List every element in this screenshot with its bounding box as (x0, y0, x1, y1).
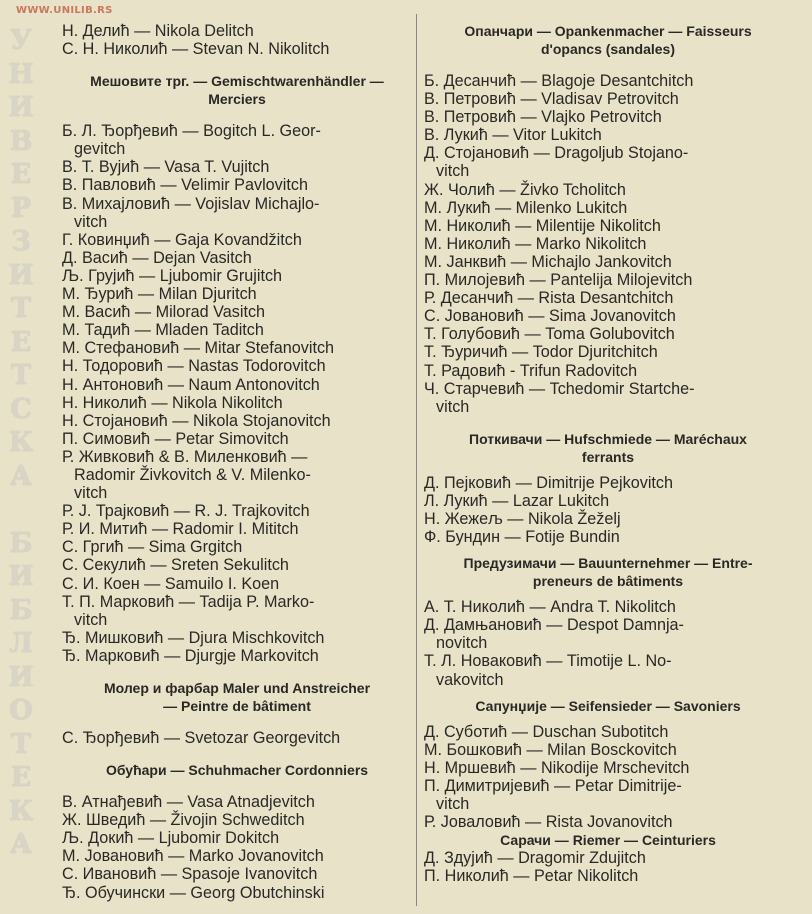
directory-entry: Л. Лукић — Lazar Lukitch (424, 491, 610, 510)
directory-entry: В. Михајловић — Vojislav Michajlo- (62, 194, 320, 213)
directory-entry: П. Милојевић — Pantelija Milojevitch (424, 271, 693, 290)
directory-entry: Р. Јоваловић — Rista Jovanovitch (424, 813, 673, 832)
directory-entry: М. Јовановић — Marko Jovanovitch (62, 847, 324, 866)
directory-entry: М. Тадић — Mladen Taditch (62, 321, 264, 340)
directory-entry: Н. Николић — Nikola Nikolitch (62, 393, 283, 412)
watermark-letter: В (9, 125, 33, 157)
directory-entry: Н. Антоновић — Naum Antonovitch (62, 375, 320, 394)
directory-entry: Р. Живковић & В. Миленковић — (62, 447, 308, 466)
spacer (62, 747, 412, 761)
library-watermark-url: WWW.UNILIB.RS (16, 5, 113, 16)
spacer (424, 715, 792, 723)
directory-entry: Ж. Чолић — Živko Tcholitch (424, 180, 626, 199)
watermark-letter: К (8, 795, 34, 827)
watermark-letter: О (9, 695, 33, 726)
directory-entry: Ф. Бундин — Fotije Bundin (424, 528, 620, 547)
directory-entry: В. Павловић — Velimir Pavlovitch (62, 176, 308, 195)
section-header: Merciers (208, 91, 266, 108)
entry-continuation: vakovitch (436, 670, 504, 689)
directory-entry: А. Т. Николић — Andra T. Nikolitch (424, 598, 676, 617)
directory-entry: М. Васић — Milorad Vasitch (62, 303, 266, 322)
section-header: Опанчари — Opankenmacher — Faisseurs (464, 23, 752, 39)
spacer (62, 58, 412, 72)
directory-entry: Ђ. Обучински — Georg Obutchinski (62, 883, 325, 902)
directory-entry: С. И. Коен — Samuilo I. Koen (62, 574, 280, 593)
spacer (424, 590, 792, 598)
entry-continuation: novitch (436, 634, 488, 653)
directory-entry: Т. Радовић - Trifun Radovitch (424, 361, 638, 380)
section-header: Сапунџије — Seifensieder — Savoniers (475, 697, 741, 714)
directory-entry: Т. П. Марковић — Tadija P. Marko- (62, 592, 315, 611)
directory-entry: М. Бошковић — Milan Bosckovitch (424, 740, 677, 759)
watermark-letter: И (8, 661, 34, 693)
entry-continuation: vitch (436, 397, 470, 416)
entry-continuation: gevitch (74, 140, 126, 159)
directory-entry: Н. Делић — Nikola Delitch (62, 22, 254, 40)
directory-entry: В. Лукић — Vitor Lukitch (424, 126, 602, 145)
watermark-letter: Т (10, 293, 32, 324)
section-header: ferrants (581, 448, 635, 465)
watermark-letter: Е (10, 326, 32, 358)
directory-entry: Н. Мршевић — Nikodije Mrschevitch (424, 758, 690, 777)
section-header: preneurs de bâtiments (532, 573, 684, 590)
directory-entry: В. Петровић — Vlajko Petrovitch (424, 108, 662, 127)
directory-entry: С. Ђорђевић — Svetozar Georgevitch (62, 729, 341, 747)
watermark-letter: Е (10, 159, 32, 190)
directory-entry: М. Ђурић — Milan Djuritch (62, 285, 257, 304)
entry-continuation: vitch (436, 162, 470, 181)
watermark-letter: Н (8, 58, 34, 90)
entry-continuation: vitch (436, 795, 470, 813)
spacer (62, 665, 412, 679)
left-column (62, 22, 412, 902)
spacer (62, 779, 412, 793)
spacer (424, 689, 792, 697)
directory-entry: М. Николић — Milentije Nikolitch (424, 216, 661, 235)
spacer (424, 466, 792, 474)
directory-entry: Ч. Старчевић — Tchedomir Startche- (424, 379, 695, 398)
directory-entry: Б. Л. Ђорђевић — Bogitch L. Geor- (62, 122, 321, 141)
directory-entry: Р. Ј. Трајковић — R. J. Trajkovitch (62, 502, 310, 521)
directory-entry: М. Лукић — Milenko Lukitch (424, 198, 628, 217)
directory-entry: С. Гргић — Sima Grgitch (62, 538, 243, 557)
directory-entry: П. Димитријевић — Petar Dimitrije- (424, 776, 682, 795)
directory-entry: Д. Пејковић — Dimitrije Pejkovitch (424, 473, 674, 492)
section-header: Сарачи — Riemer — Ceinturiers (500, 832, 716, 849)
directory-entry: Т. Голубовић — Toma Golubovitch (424, 325, 675, 344)
spacer (62, 108, 412, 122)
watermark-letter: У (10, 25, 32, 56)
spacer (62, 715, 412, 729)
watermark-letter: К (8, 427, 34, 458)
entry-continuation: Radomir Živkovitch & V. Milenko- (74, 465, 311, 484)
directory-entry: Ђ. Марковић — Djurgje Markovitch (62, 646, 319, 665)
section-header: Поткивачи — Hufschmiede — Maréchaux (469, 430, 747, 447)
section-header: d'opancs (sandales) (540, 41, 676, 57)
directory-entry: С. Н. Николић — Stevan N. Nikolitch (62, 40, 330, 59)
section-header: Мешовите трг. — Gemischtwarenhändler — (90, 73, 384, 90)
watermark-letter: Т (10, 728, 32, 760)
directory-entry: Д. Дамњановић — Despot Damnja- (424, 616, 684, 635)
directory-entry: В. Петровић — Vladisav Petrovitch (424, 90, 679, 109)
right-column (424, 22, 792, 885)
directory-entry: Т. Ђуричић — Todor Djuritchitch (424, 343, 658, 362)
directory-entry: Б. Десанчић — Blagoje Desantchitch (424, 72, 694, 90)
entry-continuation: vitch (74, 484, 108, 503)
directory-entry: Н. Жежељ — Nikola Žeželj (424, 509, 621, 528)
spacer (424, 546, 792, 554)
directory-entry: П. Николић — Petar Nikolitch (424, 867, 639, 886)
directory-entry: С. Јовановић — Sima Jovanovitch (424, 307, 676, 326)
section-header: Обућари — Schuhmacher Cordonniers (105, 762, 369, 779)
section-header: Молер и фарбар Maler und Anstreicher (103, 680, 371, 696)
watermark-letter: С (10, 393, 32, 425)
directory-entry: П. Симовић — Petar Simovitch (62, 429, 289, 448)
watermark-letter: И (8, 561, 34, 592)
directory-entry: Љ. Докић — Ljubomir Dokitch (62, 829, 280, 848)
directory-entry: Н. Стојановић — Nikola Stojanovitch (62, 411, 331, 430)
directory-entry: Д. Стојановић — Dragoljub Stojano- (424, 144, 689, 163)
directory-entry: Г. Ковинџић — Gaja Kovandžitch (62, 230, 302, 249)
directory-entry: Д. Здујић — Dragomir Zdujitch (424, 849, 646, 868)
directory-entry: Ж. Шведић — Živojin Schweditch (62, 811, 305, 830)
column-divider (416, 14, 417, 906)
watermark-letter: Е (10, 762, 32, 793)
directory-entry: Т. Л. Новаковић — Timotije L. No- (424, 652, 672, 671)
spacer (424, 58, 792, 72)
spacer (424, 416, 792, 430)
directory-entry: С. Секулић — Sreten Sekulitch (62, 556, 289, 575)
watermark-letter: А (10, 829, 32, 860)
directory-entry: Љ. Грујић — Ljubomir Grujitch (62, 266, 283, 285)
vertical-watermark (8, 24, 34, 862)
watermark-letter: Т (10, 360, 32, 391)
directory-entry: Н. Тодоровић — Nastas Todorovitch (62, 357, 326, 376)
directory-entry: Д. Суботић — Duschan Subotitch (424, 722, 669, 741)
entry-continuation: vitch (74, 212, 108, 231)
watermark-letter: И (8, 92, 34, 123)
directory-entry: М. Јанквић — Michajlo Jankovitch (424, 252, 672, 271)
entry-continuation: vitch (74, 610, 108, 629)
directory-entry: Р. И. Митић — Radomir I. Mititch (62, 520, 299, 539)
directory-entry: Р. Десанчић — Rista Desantchitch (424, 289, 674, 308)
directory-entry: В. Атнађевић — Vasa Atnadjevitch (62, 793, 315, 812)
directory-entry: М. Стефановић — Mitar Stefanovitch (62, 339, 335, 358)
watermark-letter: Б (9, 527, 33, 559)
directory-entry: Д. Васић — Dejan Vasitch (62, 248, 252, 267)
section-header: Предузимачи — Bauunternehmer — Entre- (463, 555, 753, 572)
watermark-letter: Б (9, 594, 33, 626)
watermark-letter: З (11, 226, 31, 257)
directory-entry: Ђ. Мишковић — Djura Mischkovitch (62, 628, 325, 647)
watermark-letter: Р (10, 192, 32, 224)
directory-entry: М. Николић — Marko Nikolitch (424, 234, 647, 253)
watermark-letter: И (8, 259, 34, 291)
directory-entry: С. Ивановић — Spasoje Ivanovitch (62, 865, 318, 884)
watermark-letter: А (10, 460, 32, 492)
directory-entry: В. Т. Вујић — Vasa T. Vujitch (62, 158, 270, 177)
watermark-letter (16, 493, 25, 527)
watermark-letter: Л (9, 628, 33, 659)
section-header: — Peintre de bâtiment (163, 698, 311, 714)
